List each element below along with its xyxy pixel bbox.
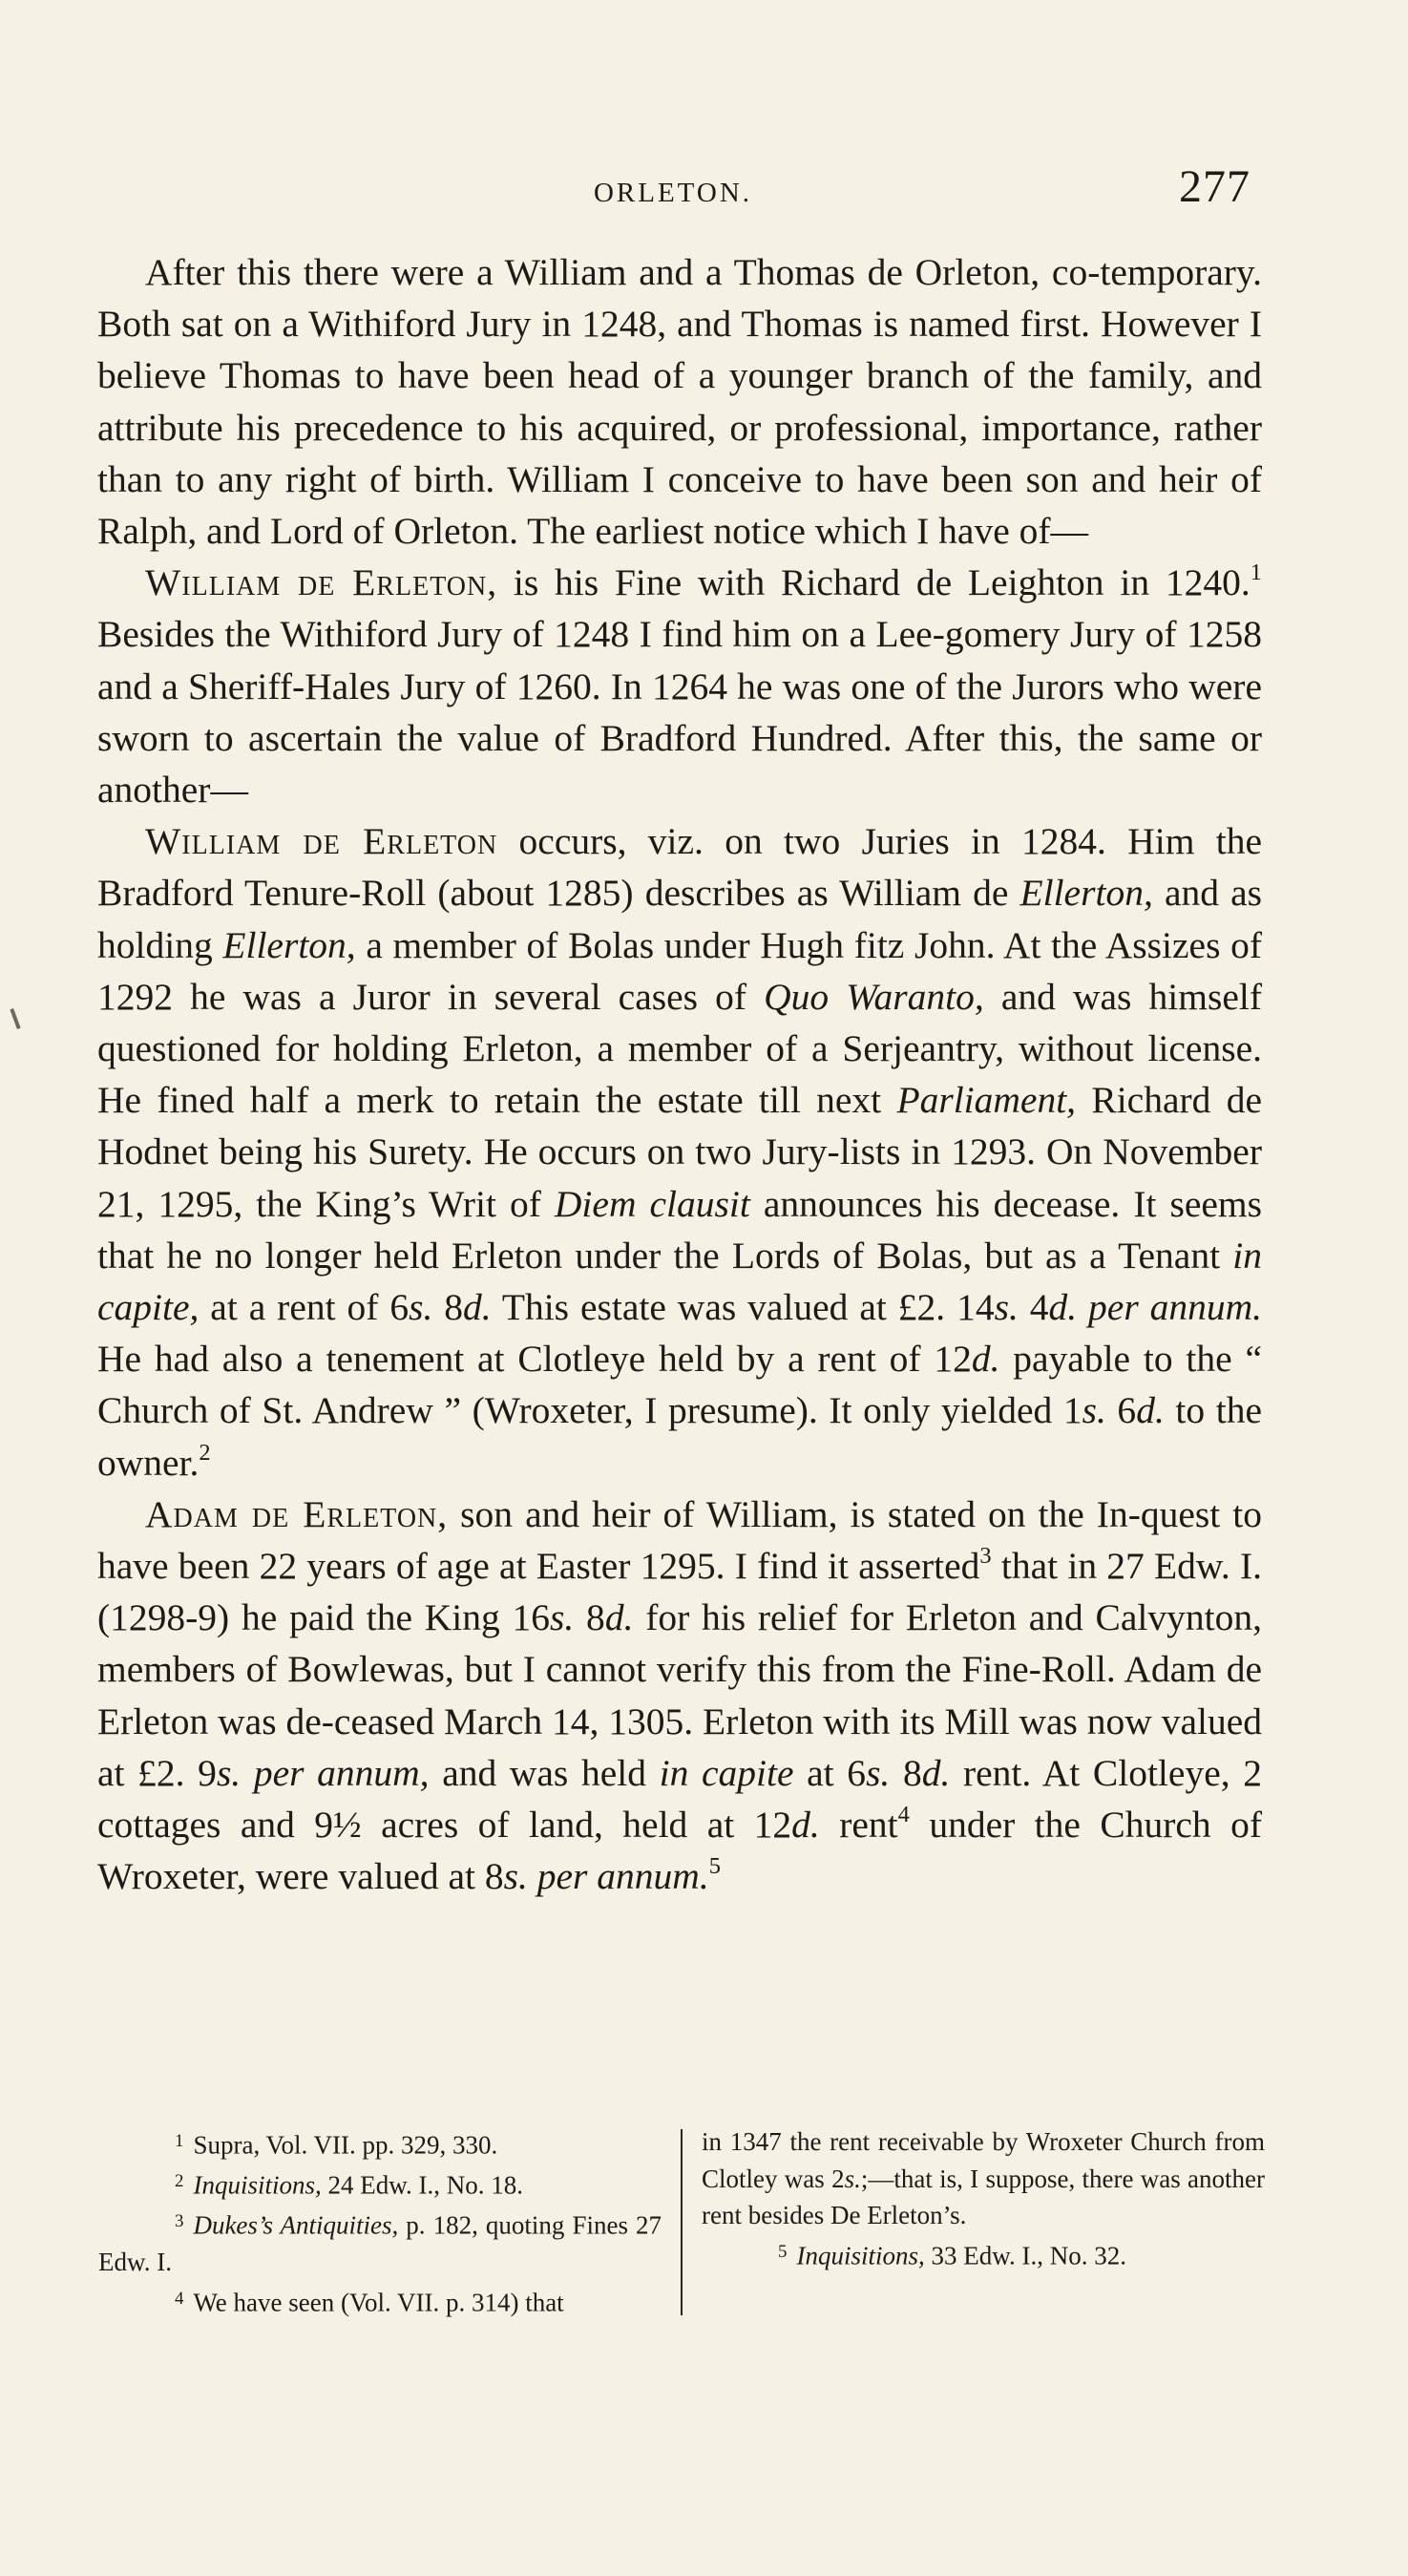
text-run: After this there were a William and a Thomas de Orleton, co-temporary. Both sat on a Withiford Jury in 1248, and Thomas is named first. However I believe Thomas to have been head of a younger branch of the family, and attribute his precedence to his acquired, or professional, importance, rather than to any right of birth. William I conceive to have been son and heir of Ralph, and Lord of Orleton. The earliest notice which I have of— [97, 251, 1262, 553]
text-run: 4 [1018, 1286, 1049, 1329]
text-run: and as holding [97, 872, 1263, 966]
footnote-number: 1 [175, 2131, 184, 2151]
italic-text: Diem clausit [554, 1182, 750, 1225]
italic-text: s. [409, 1286, 433, 1329]
footnote-reference: 4 [897, 1802, 910, 1828]
italic-text: per annum. [536, 1855, 709, 1898]
italic-text: Quo Waranto, [764, 975, 984, 1018]
footnote-number: 2 [175, 2171, 184, 2192]
footnote [98, 2123, 662, 2164]
italic-text: d. [604, 1596, 634, 1639]
text-run: 8 [574, 1596, 605, 1639]
italic-text: Parliament, [896, 1079, 1077, 1122]
footnote [98, 2164, 662, 2204]
text-run: 8 [890, 1751, 922, 1794]
footnotes [98, 2123, 1265, 2321]
paragraph [97, 246, 1262, 557]
footnote-reference: 5 [708, 1853, 721, 1880]
text-run: 24 Edw. I., No. 18. [321, 2170, 523, 2200]
italic-text: d. [1048, 1286, 1078, 1329]
italic-text: d. [463, 1286, 492, 1329]
paragraph [97, 815, 1262, 1489]
footnote [98, 2204, 662, 2281]
text-run: is his Fine with Richard de Leighton in 1240. [497, 561, 1250, 604]
text-run: occurs, viz. on two Juries in 1284. Him the Bradford Tenure-Roll (about 1285) describes as William de [97, 820, 1262, 915]
text-run: son and heir of William, is stated on the In-quest to have been 22 years of age at Easter 1295. I find it asserted [97, 1492, 1262, 1588]
italic-text: d. [921, 1751, 951, 1794]
footnote-number: 4 [175, 2288, 184, 2309]
footnote-reference: 2 [199, 1439, 211, 1466]
text-run: a member of Bolas under Hugh fitz John. At the Assizes of 1292 he was a Juror in several cases of [97, 923, 1262, 1018]
italic-text: per annum. [1088, 1286, 1263, 1329]
text-run: He had also a tenement at Clotleye held by a rent of 12 [97, 1338, 972, 1381]
italic-text: in capite [659, 1751, 794, 1794]
italic-text: s. [550, 1596, 575, 1639]
margin-mark [10, 1008, 20, 1029]
text-run: at 6 [793, 1751, 867, 1794]
text-run: in 1347 the rent receivable by Wroxeter Church from Clotley was 2 [702, 2127, 1265, 2193]
footnotes-right-column [702, 2123, 1265, 2321]
italic-text: s. [1082, 1389, 1106, 1432]
text-run: Richard de Hodnet being his Surety. He occurs on two Jury-lists in 1293. On November 21, 1295, the King’s Writ of [97, 1079, 1262, 1225]
italic-text: s. [216, 1751, 242, 1794]
text-run: 6 [1105, 1389, 1137, 1432]
main-text [97, 246, 1262, 1903]
text-run: that in 27 Edw. I. (1298-9) he paid the King 16 [97, 1545, 1262, 1639]
text-run: Supra, Vol. VII. pp. 329, 330. [193, 2130, 498, 2160]
italic-text: d. [971, 1338, 1000, 1381]
running-head [95, 153, 1250, 210]
heading-name-smallcaps: William de Erleton, [145, 561, 498, 604]
italic-text: Dukes’s Antiquities, [193, 2210, 399, 2240]
page-number: 277 [1179, 161, 1250, 212]
italic-text: in capite, [97, 1234, 1262, 1329]
italic-text: Inquisitions, [193, 2170, 322, 2200]
heading-name-smallcaps: William de Erleton [145, 820, 498, 863]
italic-text: s. [994, 1286, 1019, 1329]
text-run: rent [819, 1804, 898, 1847]
text-run: for his relief for Erleton and Calvynton, members of Bowlewas, but I cannot verify this from the Fine-Roll. Adam de Erleton was de-ceased March 14, 1305. Erleton with its Mill was now valued at £2. 9 [97, 1596, 1263, 1794]
italic-text: per annum, [253, 1751, 430, 1794]
italic-text: s. [844, 2164, 861, 2193]
paragraph [97, 1489, 1262, 1903]
heading-name-smallcaps: Adam de Erleton, [145, 1492, 449, 1535]
text-run [528, 1855, 537, 1897]
footnote-number: 3 [175, 2211, 184, 2232]
italic-text: Ellerton, [222, 923, 356, 966]
text-run: Besides the Withiford Jury of 1248 I find him on a Lee-gomery Jury of 1258 and a Sheriff-Hales Jury of 1260. In 1264 he was one of the Jurors who were sworn to ascertain the value of Bradford Hundred. After this, the same or another— [97, 613, 1262, 812]
text-run: under the Church of Wroxeter, were valued at 8 [97, 1804, 1262, 1898]
footnote-column-divider [681, 2129, 683, 2315]
text-run: 8 [432, 1286, 463, 1329]
italic-text: Inquisitions, [796, 2241, 925, 2270]
text-run: to the owner. [97, 1389, 1262, 1484]
footnote [702, 2234, 1265, 2274]
text-run: payable to the “ Church of St. Andrew ” (Wroxeter, I presume). It only yielded 1 [97, 1338, 1262, 1432]
footnote-reference: 1 [1250, 560, 1262, 586]
text-run: p. 182, quoting Fines 27 Edw. I. [98, 2210, 662, 2277]
text-run [1077, 1286, 1088, 1328]
text-run: This estate was valued at £2. 14 [491, 1286, 995, 1329]
text-run: and was held [429, 1751, 660, 1794]
italic-text: d. [791, 1804, 820, 1847]
italic-text: Ellerton, [1019, 872, 1153, 915]
text-run: rent. At Clotleye, 2 cottages and 9½ acres of land, held at 12 [97, 1751, 1262, 1847]
text-run: at a rent of 6 [199, 1286, 410, 1329]
italic-text: s. [503, 1855, 528, 1898]
italic-text: s. [866, 1751, 891, 1794]
footnote [98, 2281, 662, 2321]
text-run: and was himself questioned for holding Erleton, a member of a Serjeantry, without license. He fined half a merk to retain the estate till next [97, 975, 1262, 1122]
text-run: We have seen (Vol. VII. p. 314) that [193, 2288, 564, 2317]
text-run: 33 Edw. I., No. 32. [924, 2241, 1126, 2270]
footnote-reference: 3 [979, 1543, 992, 1570]
text-run: ;—that is, I suppose, there was another rent besides De Erleton’s. [702, 2164, 1265, 2229]
footnote [702, 2123, 1265, 2234]
footnotes-left-column [98, 2123, 662, 2321]
paragraph [97, 557, 1262, 815]
running-title: ORLETON. [593, 178, 753, 208]
text-run: announces his decease. It seems that he no longer held Erleton under the Lords of Bolas, but as a Tenant [97, 1182, 1262, 1277]
text-run [241, 1752, 254, 1794]
italic-text: d. [1136, 1389, 1165, 1432]
footnote-number: 5 [778, 2241, 788, 2262]
